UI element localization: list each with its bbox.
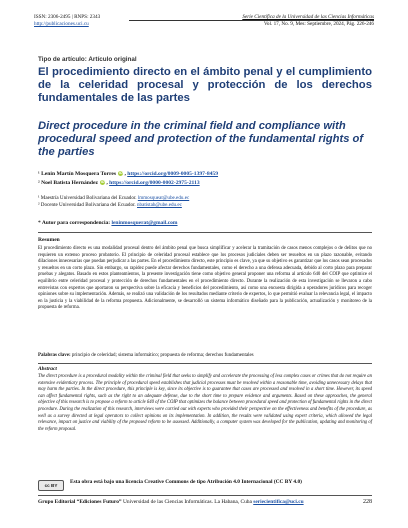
author-name: ¹ Lenin Martín Mosquera Torres: [38, 171, 117, 177]
publisher: Grupo Editorial “Ediciones Futuro”: [38, 499, 122, 505]
header-rule: [129, 20, 374, 21]
corresponding-email[interactable]: leninmosquerat@gmail.com: [111, 220, 178, 226]
affiliation-email[interactable]: nbatistah@ube.edu.ec: [137, 201, 182, 208]
orcid-icon: iD: [119, 171, 123, 176]
affiliation-email[interactable]: lmmosqueat@ube.edu.ec: [137, 195, 190, 201]
page-footer: [38, 499, 372, 505]
page-header: [34, 14, 374, 28]
author-name: ² Noel Batista Hernández: [38, 180, 98, 186]
cc-license-badge[interactable]: cc BY: [38, 480, 64, 491]
title-spanish: El procedimiento directo en el ámbito penal y el cumplimiento de la celeridad procesal y protección de los derechos fundamentales de las partes: [38, 66, 372, 105]
affiliation-1: [38, 195, 189, 202]
footer-email[interactable]: seriecientifica@uci.cu: [253, 499, 304, 505]
abstract-text: The direct procedure is a procedural modality within the criminal field that seeks to simplify and accelerate the processing of less complex cases or crimes that do not require an extensive evidentiary process. The principle of procedural speed establishes that judicial processes must be resolved within a reasonable time, avoiding unnecessary delays that may harm the parties. In the direct procedure, this principle is key, since its objective is to guarantee that cases are processed and resolved in a short time. However, its speed can affect fundamental rights, such as the right to an adequate defense, due to the short time to prepare evidence and arguments. Based on these approaches, the general objective of this research is to propose a reform to article 640 of the COIP that optimizes the balance between procedural speed and protection of fundamental rights in the direct procedure. During the realization of this research, interviews were carried out with experts who provided their perspective on the effectiveness and benefits of the procedure, as well as a survey directed at legal operators to collect opinions on its implementation. In addition, the results were validated using expert criteria, which allowed the legal relevance, impact on justice and viability of the proposed reform to be assessed. Additionally, a computer system was developed for the publication, updating and monitoring of the reform proposal.: [38, 374, 372, 432]
page-number: 228: [363, 499, 372, 505]
orcid-link[interactable]: https://orcid.org/0009-0005-1397-8459: [127, 171, 219, 177]
affiliation-2: [38, 202, 189, 209]
keywords-text: principio de celeridad; sistema informático; propuesta de reforma; derechos fundamentales: [71, 353, 254, 358]
orcid-link[interactable]: https://orcid.org/0000-0002-2975-2113: [109, 180, 200, 186]
journal-url[interactable]: http://publicaciones.uci.cu: [34, 21, 89, 27]
university: Universidad de las Ciencias Informáticas. La Habana, Cuba: [122, 499, 252, 505]
corresponding-author: [38, 220, 178, 226]
keywords-label: Palabras clave:: [38, 353, 71, 358]
author-1: ¹ Lenin Martín Mosquera Torres iD , https://orcid.org/0009-0005-1397-8459: [38, 171, 219, 177]
affiliation-text: ² Docente Universidad Bolivariana del Ecuador.: [38, 201, 136, 208]
author-2: ² Noel Batista Hernández iD , https://orcid.org/0000-0002-2975-2113: [38, 180, 200, 186]
keywords-es: [38, 353, 372, 360]
divider: [38, 363, 372, 364]
issn: ISSN: 2306-2495 | RNPS: 2343: [34, 14, 101, 20]
footer-rule: [38, 495, 372, 496]
journal-name: Serie Científica de la Universidad de las Ciencias Informáticas: [242, 14, 374, 20]
article-type: Tipo de artículo: Artículo original: [38, 56, 137, 63]
volume-info: Vol. 17, No. 9, Mes: Septiembre, 2024, Pág. 226-246: [263, 21, 374, 27]
affiliation-text: ¹ Maestría Universidad Bolivariana del Ecuador.: [38, 195, 137, 201]
resumen-text: El procedimiento directo es una modalidad procesal dentro del ámbito penal que busca simplificar y acelerar la tramitación de casos menos complejos o de delitos que no requieren un extenso proceso probatorio. El principio de celeridad procesal establece que los procesos judiciales deben ser resueltos en un plazo razonable, evitando dilaciones innecesarias que puedan perjudicar a las partes. En el procedimiento directo, este principio es clave, ya que su objetivo es garantizar que los casos sean procesados y resueltos en un corto plazo. Sin embargo, su rapidez puede afectar derechos fundamentales, como el derecho a una defensa adecuada, debido al corto plazo para preparar pruebas y alegatos. Basado en estos planteamientos, la presente investigación tiene como objetivo general proponer una reforma al artículo 640 del COIP que optimice el equilibrio entre celeridad procesal y protección de derechos fundamentales en el procedimiento directo. Durante la realización de esta investigación se llevaron a cabo entrevistas con expertos que aportaron su perspectiva sobre la eficacia y beneficios del procedimiento, así como una encuesta dirigida a operadores jurídicos para recoger opiniones sobre su implementación. Además, se realizó una validación de los resultados mediante criterio de expertos, lo que permitió evaluar la relevancia legal, el impacto en la justicia y la viabilidad de la reforma propuesta. Adicionalmente, se desarrolló un sistema informático diseñado para la publicación, actualización y monitoreo de la propuesta de reforma.: [38, 246, 372, 311]
title-english: Direct procedure in the criminal field and compliance with procedural speed and protection of the fundamental rights of the parties: [38, 120, 364, 159]
corresponding-label: * Autor para correspondencia:: [38, 220, 111, 226]
license-text: Esta obra está bajo una licencia Creative Commons de tipo Atribución 4.0 Internacional (CC BY 4.0): [70, 479, 302, 485]
footer-info: [38, 499, 304, 505]
affiliations: [38, 195, 189, 209]
author-list: [38, 170, 218, 188]
orcid-icon: iD: [101, 180, 105, 185]
divider: [38, 232, 372, 233]
abstract-heading: Abstract: [38, 366, 57, 372]
resumen-heading: Resumen: [38, 237, 60, 243]
